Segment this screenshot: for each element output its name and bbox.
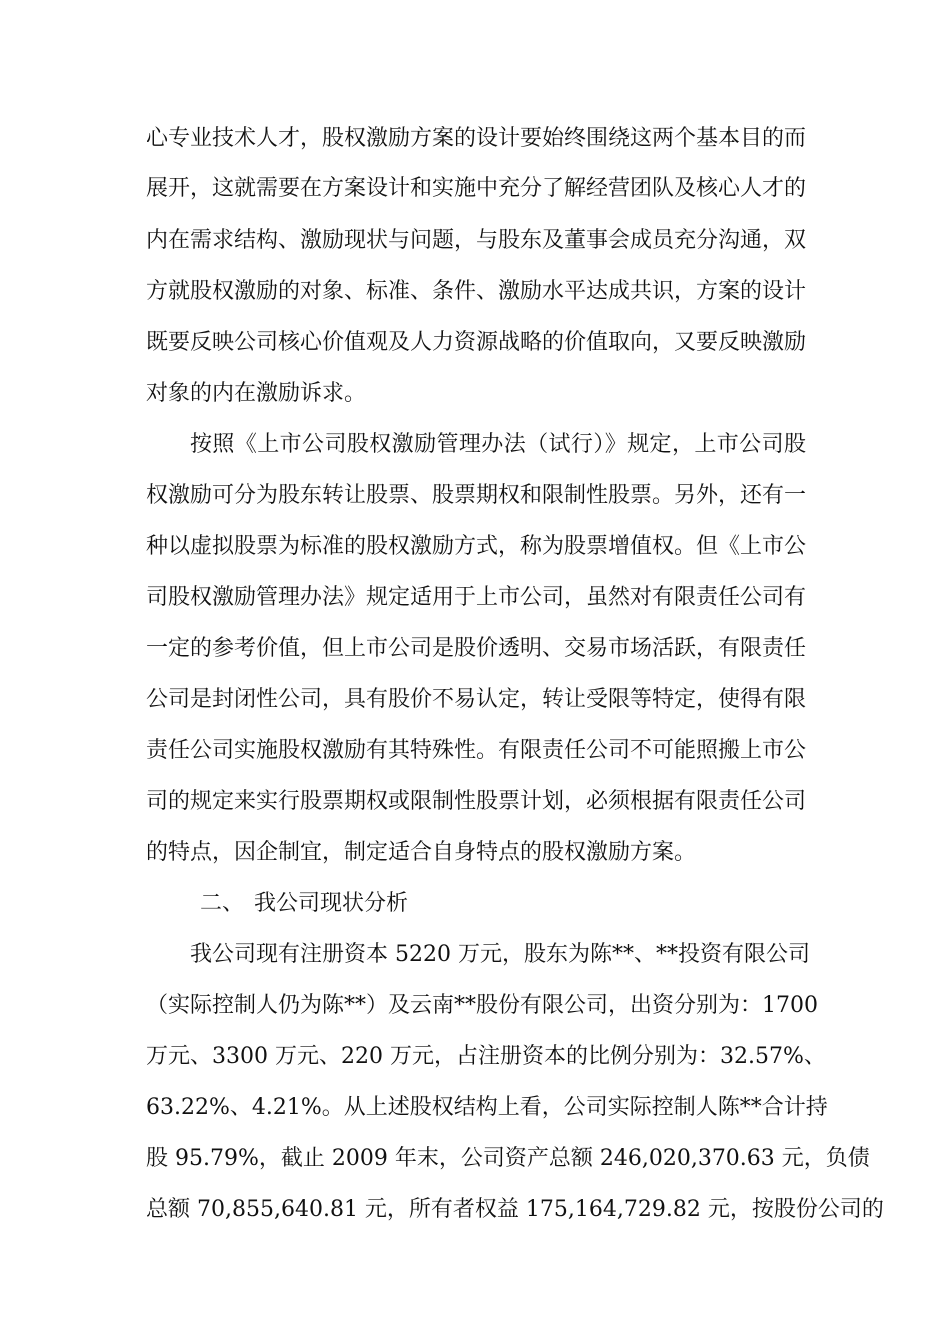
paragraph-3-line-4: 63.22%、4.21%。从上述股权结构上看，公司实际控制人陈**合计持	[146, 1095, 828, 1120]
paragraph-3-line-2: （实际控制人仍为陈**）及云南**股份有限公司，出资分别为：1700	[146, 993, 818, 1018]
paragraph-1-line-2: 展开，这就需要在方案设计和实施中充分了解经营团队及核心人才的	[146, 176, 807, 201]
paragraph-2-line-3: 种以虚拟股票为标准的股权激励方式，称为股票增值权。但《上市公	[146, 534, 807, 559]
paragraph-3-line-1: 我公司现有注册资本 5220 万元，股东为陈**、**投资有限公司	[190, 942, 810, 967]
paragraph-3-line-5: 股 95.79%，截止 2009 年末，公司资产总额 246,020,370.63 元，负债	[146, 1146, 870, 1171]
paragraph-2-line-1: 按照《上市公司股权激励管理办法（试行）》规定，上市公司股	[190, 432, 806, 457]
paragraph-1-line-5: 既要反映公司核心价值观及人力资源战略的价值取向，又要反映激励	[146, 330, 807, 355]
paragraph-2-line-7: 责任公司实施股权激励有其特殊性。有限责任公司不可能照搬上市公	[146, 738, 807, 763]
paragraph-1-line-1: 心专业技术人才，股权激励方案的设计要始终围绕这两个基本目的而	[146, 126, 807, 151]
section-heading	[200, 884, 600, 924]
paragraph-3-line-6: 总额 70,855,640.81 元，所有者权益 175,164,729.82 元，按股份公司的	[146, 1197, 884, 1222]
paragraph-2-line-8: 司的规定来实行股票期权或限制性股票计划，必须根据有限责任公司	[146, 789, 807, 814]
section-title: 我公司现状分析	[254, 891, 409, 916]
paragraph-2-line-5: 一定的参考价值，但上市公司是股价透明、交易市场活跃，有限责任	[146, 636, 807, 661]
paragraph-2-line-4: 司股权激励管理办法》规定适用于上市公司，虽然对有限责任公司有	[146, 585, 807, 610]
paragraph-2-line-9: 的特点，因企制宜，制定适合自身特点的股权激励方案。	[146, 840, 697, 865]
paragraph-3-line-3: 万元、3300 万元、220 万元，占注册资本的比例分别为：32.57%、	[146, 1044, 826, 1069]
paragraph-2-line-2: 权激励可分为股东转让股票、股票期权和限制性股票。另外，还有一	[146, 483, 807, 508]
section-number: 二、	[200, 891, 245, 916]
paragraph-1-line-6: 对象的内在激励诉求。	[146, 381, 367, 406]
paragraph-2-line-6: 公司是封闭性公司，具有股价不易认定，转让受限等特定，使得有限	[146, 687, 807, 712]
paragraph-1-line-3: 内在需求结构、激励现状与问题，与股东及董事会成员充分沟通，双	[146, 228, 807, 253]
paragraph-1-line-4: 方就股权激励的对象、标准、条件、激励水平达成共识，方案的设计	[146, 279, 807, 304]
